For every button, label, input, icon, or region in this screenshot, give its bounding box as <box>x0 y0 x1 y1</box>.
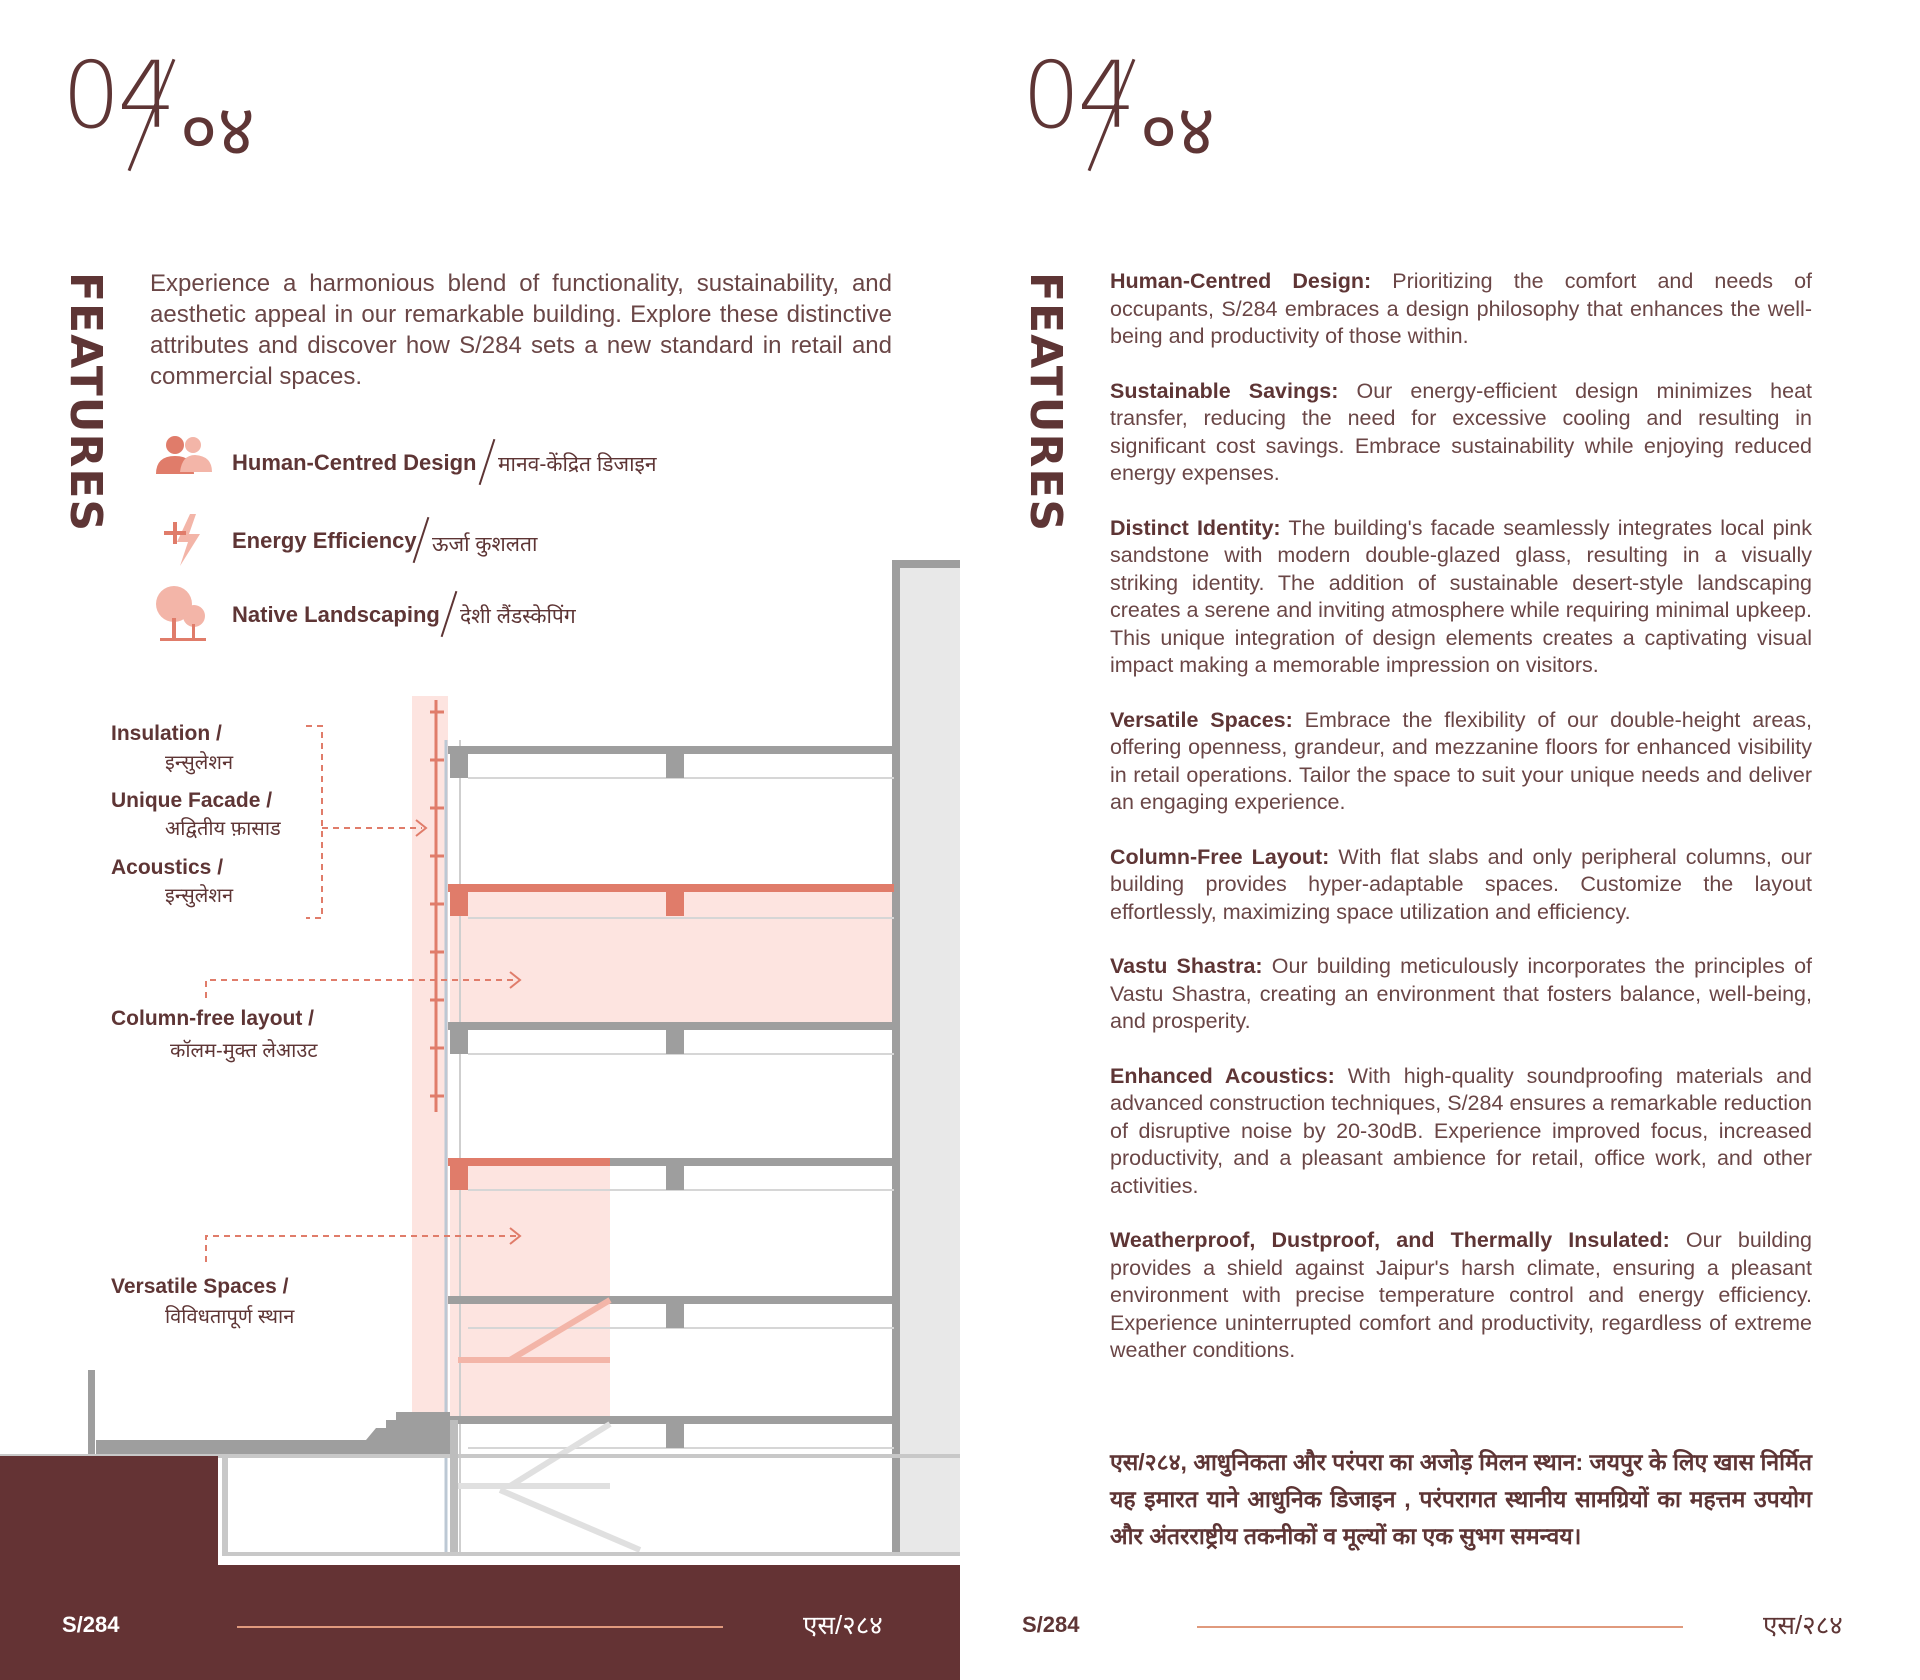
right-page <box>960 0 1920 1680</box>
page-number-current: 04 <box>1022 42 1134 149</box>
diagram-label-hi: इन्सुलेशन <box>165 752 234 774</box>
diagram-label-en: Versatile Spaces / <box>111 1275 289 1298</box>
feature-detail: Human-Centred Design: Prioritizing the comfort and needs of occupants, S/284 embraces a design philosophy that enhances the well-being and productivity of those within. <box>1110 269 1812 348</box>
diagram-label-en: Unique Facade / <box>111 789 273 812</box>
diagram-label-en: Insulation / <box>111 722 222 745</box>
feature-details <box>1110 268 1812 1392</box>
feature-label-en: Human-Centred Design <box>232 450 477 475</box>
page-number-current: 04 <box>62 42 174 149</box>
feature-detail: Versatile Spaces: Embrace the flexibility of our double-height areas, offering openness, grandeur, and mezzanine floors for enhanced visibility in retail operations. Tailor the space to suit your unique needs and deliver an engaging experience. <box>1110 707 1812 814</box>
feature-label-hi: ऊर्जा कुशलता <box>432 533 538 556</box>
feature-detail: Enhanced Acoustics: With high-quality soundproofing materials and advanced construction techniques, S/284 ensures a remarkable reduction of disruptive noise by 20-30dB. Experience improved focus, increased productivity, and a pleasant ambience for retail, office work, and other activities. <box>1110 1063 1812 1198</box>
footer-project-code-hi: एस/२८४ <box>803 1610 883 1640</box>
feature-detail: Vastu Shastra: Our building meticulously incorporates the principles of Vastu Shastra, creating an environment that fosters balance, well-being, and prosperity. <box>1110 954 1812 1033</box>
footer-divider <box>237 1626 723 1628</box>
footer-project-code: S/284 <box>1022 1612 1080 1637</box>
feature-detail: Distinct Identity: The building's facade seamlessly integrates local pink sandstone with modern double-glazed glass, resulting in a visually striking identity. The addition of sustainable desert-style landscaping creates a serene and inviting atmosphere while requiring minimal upkeep. This unique integration of design elements creates a captivating visual impact making a memorable impression on visitors. <box>1110 515 1813 677</box>
diagram-label-hi: विविधतापूर्ण स्थान <box>165 1306 295 1328</box>
footer-project-code-hi: एस/२८४ <box>1763 1610 1843 1640</box>
section-title: FEATURES <box>60 272 111 533</box>
section-title: FEATURES <box>1020 272 1071 533</box>
page-number-total: ०४ <box>1140 88 1215 172</box>
ground-cut <box>0 1456 222 1566</box>
page-number-total: ०४ <box>180 88 255 172</box>
feature-label-hi: देशी लैंडस्केपिंग <box>460 605 576 628</box>
diagram-label-en: Acoustics / <box>111 856 224 879</box>
diagram-label-hi: इन्सुलेशन <box>165 885 234 907</box>
feature-label-en: Native Landscaping <box>232 602 440 627</box>
hindi-summary: एस/२८४, आधुनिकता और परंपरा का अजोड़ मिलन स्थान: जयपुर के लिए खास निर्मित यह इमारत याने आधुनिक डिजाइन , परंपरागत स्थानीय सामग्रियों का महत्तम उपयोग और अंतरराष्ट्रीय तकनीकों व मूल्यों का एक सुभग समन्वय। <box>1110 1449 1812 1549</box>
footer-divider <box>1197 1626 1683 1628</box>
feature-detail: Column-Free Layout: With flat slabs and only peripheral columns, our building provides hyper-adaptable spaces. Customize the layout effortlessly, maximizing space utilization and efficiency. <box>1110 844 1812 924</box>
feature-detail: Sustainable Savings: Our energy-efficient design minimizes heat transfer, reducing the need for excessive cooling and resulting in significant cost savings. Embrace sustainability while enjoying reduced energy expenses. <box>1110 378 1812 485</box>
diagram-label-hi: कॉलम-मुक्त लेआउट <box>170 1040 318 1062</box>
intro-text: Experience a harmonious blend of functionality, sustainability, and aesthetic appeal in our remarkable building. Explore these distinctive attributes and discover how S/284 sets a new standard in retail and commercial spaces. <box>150 270 892 390</box>
diagram-label-en: Column-free layout / <box>111 1007 315 1030</box>
feature-label-hi: मानव-केंद्रित डिजाइन <box>498 453 657 476</box>
page-number <box>1022 42 1282 190</box>
diagram-label-hi: अद्वितीय फ़ासाड <box>165 818 281 840</box>
feature-detail: Weatherproof, Dustproof, and Thermally Insulated: Our building provides a shield against Jaipur's harsh climate, ensuring a pleasant environment with precise temperature control and energy efficiency. Experience uninterrupted comfort and productivity, regardless of extreme weather conditions. <box>1110 1228 1812 1362</box>
feature-label-en: Energy Efficiency <box>232 528 417 553</box>
footer-project-code: S/284 <box>62 1612 120 1637</box>
